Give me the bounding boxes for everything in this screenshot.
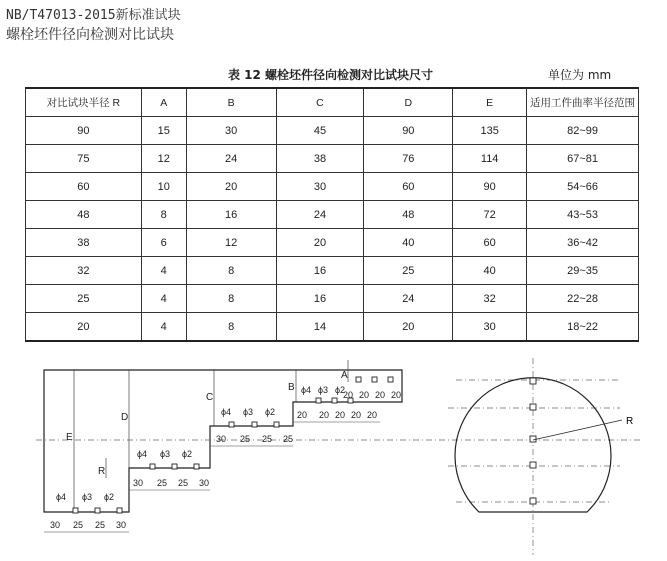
step-hole [356, 377, 361, 382]
dim-value: 30 [216, 434, 227, 444]
table-cell: 6 [141, 229, 186, 257]
table-cell: 30 [276, 173, 364, 201]
table-cell: 67~81 [527, 145, 639, 173]
table-cell: 25 [364, 257, 453, 285]
dim-value: 30 [116, 520, 127, 530]
header-cell-radius: 对比试块半径 R [26, 88, 142, 117]
step-hole [95, 508, 100, 513]
step-hole [117, 508, 122, 513]
dim-value: 20 [297, 410, 308, 420]
table-cell: 22~28 [527, 285, 639, 313]
table-cell: 15 [141, 117, 186, 145]
step-hole [332, 398, 337, 403]
dim-value: 25 [262, 434, 273, 444]
radius-label: R [626, 416, 634, 427]
table-cell: 60 [26, 173, 142, 201]
dim-value: 20 [391, 390, 402, 400]
hole-label: ϕ3 [82, 492, 93, 502]
table-cell: 135 [453, 117, 527, 145]
table-row [26, 229, 639, 257]
dim-letter-c: C [206, 392, 214, 403]
table-row [26, 201, 639, 229]
table-cell: 36~42 [527, 229, 639, 257]
hole-label: ϕ3 [160, 449, 171, 459]
dim-letter-b: B [288, 382, 295, 393]
dim-value: 20 [351, 410, 362, 420]
header-cell-e: E [453, 88, 527, 117]
table-cell: 40 [364, 229, 453, 257]
table-cell: 8 [186, 313, 276, 342]
table-cell: 12 [186, 229, 276, 257]
step-hole [388, 377, 393, 382]
circle-hole [530, 404, 536, 410]
doc-title-standard: NB/T47013-2015新标准试块 [6, 8, 181, 23]
table-cell: 76 [364, 145, 453, 173]
header-cell-a: A [141, 88, 186, 117]
table-row [26, 173, 639, 201]
table-cell: 8 [186, 257, 276, 285]
dim-value: 20 [319, 410, 330, 420]
hole-label: ϕ4 [301, 385, 312, 395]
table-cell: 4 [141, 285, 186, 313]
header-cell-c: C [276, 88, 364, 117]
hole-label: ϕ2 [265, 407, 276, 417]
table-cell: 90 [26, 117, 142, 145]
table-cell: 48 [26, 201, 142, 229]
step-hole [150, 464, 155, 469]
table-cell: 10 [141, 173, 186, 201]
dim-value: 20 [375, 390, 386, 400]
table-cell: 25 [26, 285, 142, 313]
table-row [26, 257, 639, 285]
dim-value: 25 [178, 478, 189, 488]
table-cell: 20 [276, 229, 364, 257]
table-cell: 48 [364, 201, 453, 229]
dim-value: 20 [367, 410, 378, 420]
dim-letter-d: D [121, 412, 129, 423]
table-cell: 8 [186, 285, 276, 313]
step-hole [73, 508, 78, 513]
table-cell: 72 [453, 201, 527, 229]
hole-label: ϕ4 [56, 492, 67, 502]
dimension-table [25, 87, 639, 342]
circle-hole [530, 378, 536, 384]
table-cell: 20 [26, 313, 142, 342]
doc-title-block: 螺栓坯件径向检测对比试块 [6, 27, 174, 43]
hole-label: ϕ4 [137, 449, 148, 459]
table-header-row [26, 88, 639, 117]
step-hole [274, 422, 279, 427]
step-hole [316, 398, 321, 403]
table-cell: 60 [453, 229, 527, 257]
table-cell: 38 [276, 145, 364, 173]
dim-value: 30 [133, 478, 144, 488]
dim-letter-e: E [66, 432, 73, 443]
table-caption-unit: 单位为 mm [548, 68, 612, 82]
table-cell: 14 [276, 313, 364, 342]
table-cell: 54~66 [527, 173, 639, 201]
step-hole [229, 422, 234, 427]
table-cell: 32 [453, 285, 527, 313]
header-cell-range: 适用工件曲率半径范围 [527, 88, 639, 117]
table-cell: 16 [276, 257, 364, 285]
table-cell: 20 [364, 313, 453, 342]
hole-label: ϕ3 [318, 385, 329, 395]
table-row [26, 285, 639, 313]
dim-value: 25 [283, 434, 294, 444]
table-cell: 24 [364, 285, 453, 313]
step-hole [252, 422, 257, 427]
table-cell: 38 [26, 229, 142, 257]
table-row [26, 145, 639, 173]
table-cell: 16 [186, 201, 276, 229]
dim-value: 25 [73, 520, 84, 530]
table-cell: 45 [276, 117, 364, 145]
table-row [26, 313, 639, 342]
step-hole [194, 464, 199, 469]
table-cell: 32 [26, 257, 142, 285]
table-cell: 18~22 [527, 313, 639, 342]
dim-value: 25 [157, 478, 168, 488]
test-block-drawing [0, 340, 667, 561]
circle-hole [530, 462, 536, 468]
table-cell: 24 [276, 201, 364, 229]
table-cell: 43~53 [527, 201, 639, 229]
table-cell: 24 [186, 145, 276, 173]
table-cell: 29~35 [527, 257, 639, 285]
header-cell-b: B [186, 88, 276, 117]
header-cell-d: D [364, 88, 453, 117]
circle-hole [530, 498, 536, 504]
dim-value: 25 [240, 434, 251, 444]
step-hole [372, 377, 377, 382]
table-cell: 40 [453, 257, 527, 285]
table-cell: 30 [453, 313, 527, 342]
table-cell: 4 [141, 313, 186, 342]
table-caption [0, 64, 667, 82]
dim-value: 30 [50, 520, 61, 530]
table-cell: 30 [186, 117, 276, 145]
table-cell: 90 [453, 173, 527, 201]
table-cell: 4 [141, 257, 186, 285]
circle-hole [530, 436, 536, 442]
table-cell: 60 [364, 173, 453, 201]
table-cell: 82~99 [527, 117, 639, 145]
table-cell: 20 [186, 173, 276, 201]
step-hole [172, 464, 177, 469]
hole-label: ϕ2 [104, 492, 115, 502]
dim-letter-r: R [98, 466, 106, 477]
table-cell: 8 [141, 201, 186, 229]
hole-label: ϕ4 [221, 407, 232, 417]
table-cell: 90 [364, 117, 453, 145]
hole-label: ϕ3 [243, 407, 254, 417]
table-cell: 12 [141, 145, 186, 173]
hole-label: ϕ2 [335, 385, 346, 395]
table-cell: 114 [453, 145, 527, 173]
dim-value: 20 [335, 410, 346, 420]
dim-value: 30 [199, 478, 210, 488]
table-cell: 16 [276, 285, 364, 313]
table-caption-title: 表 12 螺栓坯件径向检测对比试块尺寸 [228, 68, 434, 82]
table-cell: 75 [26, 145, 142, 173]
table-row [26, 117, 639, 145]
dim-value: 25 [95, 520, 106, 530]
dim-letter-a: A [341, 370, 348, 381]
dim-value: 20 [343, 390, 354, 400]
hole-label: ϕ2 [182, 449, 193, 459]
dim-value: 20 [359, 390, 370, 400]
